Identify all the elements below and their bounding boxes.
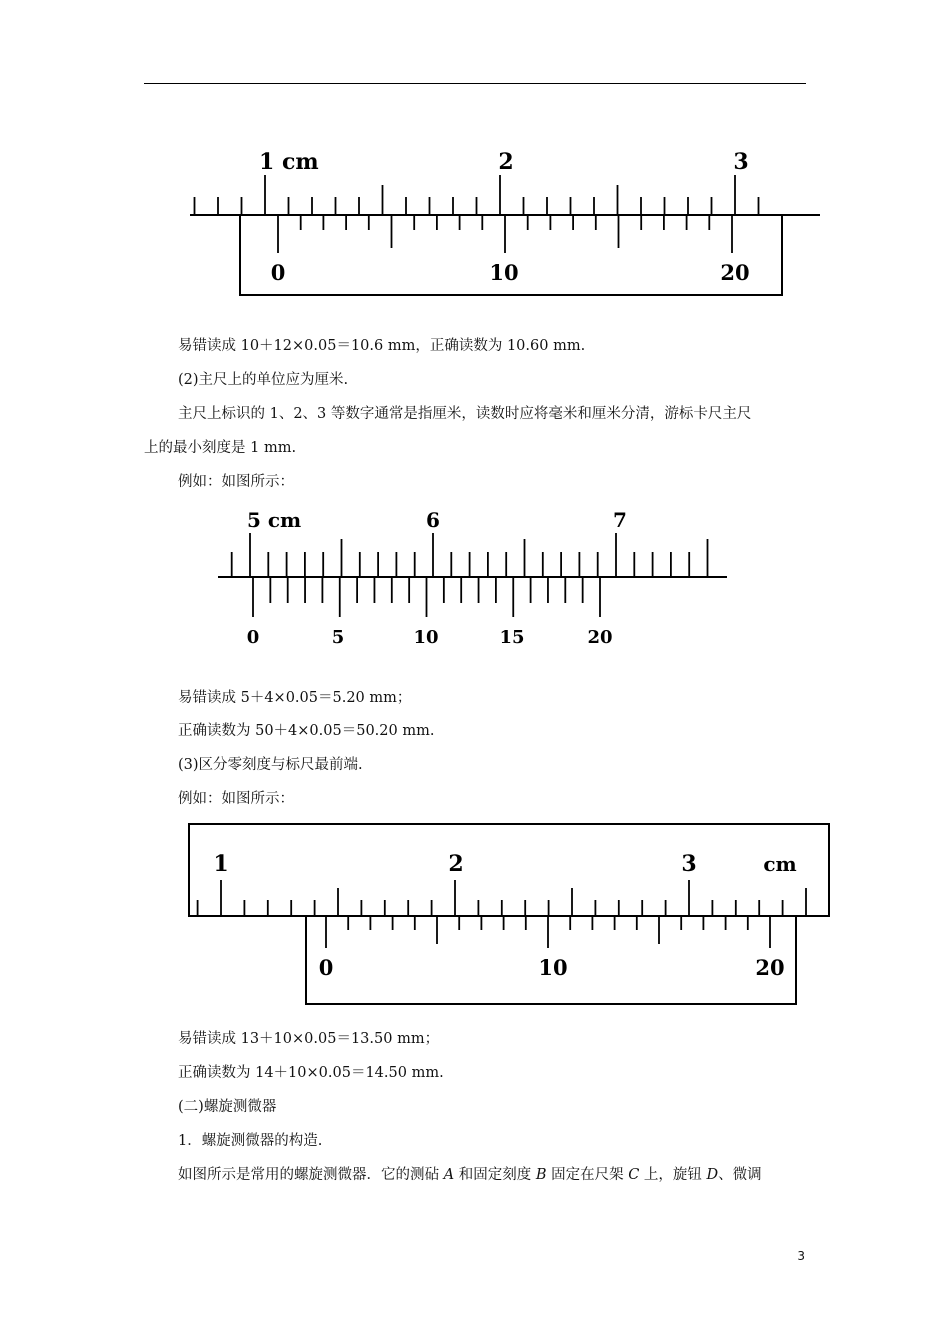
figure-2-main-label: 5 cm [247,508,302,532]
paragraph: 易错读成 5＋4×0.05＝5.20 mm； [178,690,412,706]
label-b: B [535,1167,547,1183]
paragraph: 例如：如图所示： [178,791,294,807]
vernier-figure-3 [185,820,835,1012]
figure-1-main-label: 2 [498,149,514,175]
label-c: C [628,1167,640,1183]
figure-2-vernier-label: 20 [587,627,613,648]
figure-2-vernier-label: 0 [246,627,260,648]
paragraph: 1．螺旋测微器的构造. [178,1133,323,1149]
label-a: A [443,1167,455,1183]
paragraph [178,1165,762,1185]
figure-3-unit-label: cm [763,852,797,876]
text-run: 和固定刻度 [454,1167,536,1183]
vernier-figure-1 [175,145,830,300]
paragraph: 易错读成 13＋10×0.05＝13.50 mm； [178,1031,440,1047]
figure-2-ticks [218,533,727,617]
figure-2-vernier-label: 10 [413,627,439,648]
figure-1-vernier-label: 10 [489,260,519,285]
figure-2-main-label: 6 [426,508,440,532]
figure-3-main-label: 2 [448,851,464,877]
paragraph: (2)主尺上的单位应为厘米. [178,372,349,388]
paragraph: 主尺上标识的 1、2、3 等数字通常是指厘米，读数时应将毫米和厘米分清，游标卡尺主尺 [178,406,752,422]
figure-3-main-label: 3 [681,851,697,877]
main-scale-frame [189,824,829,916]
vernier-figure-2 [215,503,730,653]
section-heading: (二)螺旋测微器 [178,1099,277,1115]
figure-1-vernier-label: 20 [720,260,750,285]
page-number: 3 [797,1249,805,1263]
figure-3-main-label: 1 [213,851,229,877]
figure-1-main-label: 3 [733,149,749,175]
paragraph: 正确读数为 50＋4×0.05＝50.20 mm. [178,723,435,739]
figure-2-vernier-label: 15 [499,627,525,648]
figure-3-vernier-label: 10 [538,955,568,980]
paragraph: 上的最小刻度是 1 mm. [144,440,297,456]
figure-1-vernier-label: 0 [270,260,286,285]
paragraph: 易错读成 10＋12×0.05＝10.6 mm，正确读数为 10.60 mm. [178,338,586,354]
text-run: 固定在尺架 [546,1167,629,1183]
label-d: D [706,1167,719,1183]
figure-3-vernier-label: 0 [318,955,334,980]
figure-2-vernier-label: 5 [331,627,345,648]
text-run: 上，旋钮 [639,1167,707,1183]
header-rule [144,83,806,84]
text-run: 如图所示是常用的螺旋测微器．它的测砧 [178,1167,444,1183]
paragraph: (3)区分零刻度与标尺最前端. [178,757,363,773]
text-run: 、微调 [718,1167,762,1183]
paragraph: 例如：如图所示： [178,474,294,490]
paragraph: 正确读数为 14＋10×0.05＝14.50 mm. [178,1065,444,1081]
figure-3-vernier-label: 20 [755,955,785,980]
figure-3-ticks [189,824,829,1004]
figure-1-main-label: 1 cm [259,149,319,175]
figure-2-main-label: 7 [613,508,627,532]
